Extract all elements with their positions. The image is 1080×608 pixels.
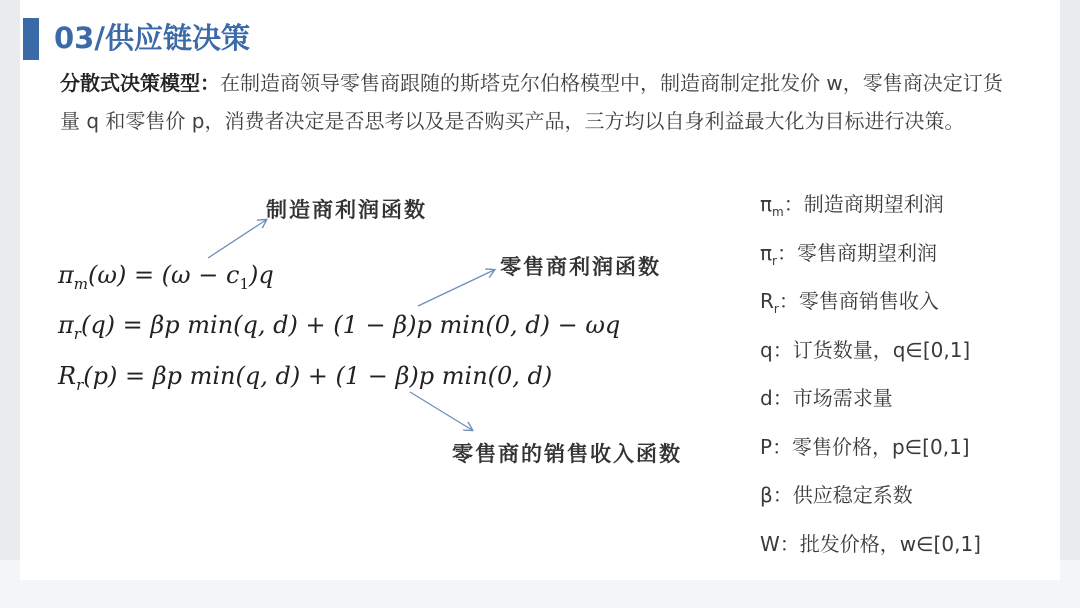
page-title: 03/供应链决策 [54,21,250,55]
formula-retailer-profit [58,311,620,343]
annotation-manufacturer-profit: 制造商利润函数 [266,198,427,222]
arrow-to-manufacturer-profit [208,220,266,258]
formula-body: (ω) = (ω − [88,261,226,289]
formula-body: (p) = βp min(q, d) + (1 − β)p min(0, d) [83,362,553,390]
intro-text: 在制造商领导零售商跟随的斯塔克尔伯格模型中，制造商制定批发价 w，零售商决定订货量 q 和零售价 p，消费者决定是否思考以及是否购买产品，三方均以自身利益最大化为目标进行决策。 [60,71,1003,133]
legend-item: $R_r$：零售商销售收入 [760,289,939,316]
annotation-retailer-profit: 零售商利润函数 [500,255,661,279]
arrow-to-retailer-revenue [410,392,472,430]
legend-item: d：市场需求量 [760,386,893,410]
legend-item: β：供应稳定系数 [760,483,913,507]
legend-item: $\pi_m$：制造商期望利润 [760,192,944,219]
formula-subscript: r [76,375,84,394]
formula-subscript: r [73,324,81,343]
formula-symbol: R [58,362,77,390]
formula-manufacturer-profit [58,261,274,293]
annotation-retailer-revenue: 零售商的销售收入函数 [452,442,682,466]
formula-subscript: m [73,274,89,293]
formula-cost-symbol: c [225,261,240,289]
symbol-legend [760,184,1060,572]
formula-symbol: π [58,311,74,339]
arrow-to-retailer-profit [418,270,494,306]
legend-item: q：订货数量，q∈[0,1] [760,337,971,362]
formula-retailer-revenue [58,362,552,394]
legend-item: $\pi_r$：零售商期望利润 [760,240,937,268]
legend-item: W：批发价格，w∈[0,1] [760,531,981,556]
legend-item: P：零售价格，p∈[0,1] [760,434,970,459]
formula-tail: )q [248,261,274,289]
formula-symbol: π [58,261,74,289]
formula-body: (q) = βp min(q, d) + (1 − β)p min(0, d) − ωq [80,311,621,339]
formula-cost-subscript: 1 [239,274,249,293]
intro-lead: 分散式决策模型： [60,71,220,95]
